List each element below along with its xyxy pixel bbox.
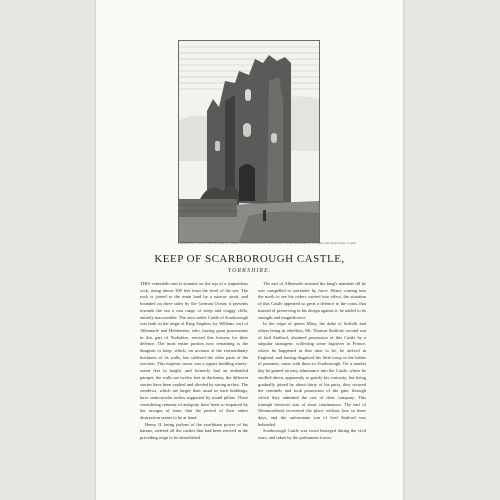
paragraph: Scarborough Castle was twice besieged during the civil wars, and taken by the parliament forces.	[258, 428, 366, 441]
paragraph: THIS venerable ruin is situated on the top of a stupendous rock, rising above 300 feet from the level of the sea. The rock is joined to the main land by a narrow strait, and bounded on three sides by the German Ocean; it presents towards the sea a vast range of steep and craggy cliffs, entirely inaccessible. The once noble Castle of Scarborough was built in the reign of King Stephen, by William, earl of Albemarle and Holderness, who, having great possessions in this part of Yorkshire, erected this fortress for their defence. The most entire portion now remaining is the dungeon or keep, which, on account of the extraordinary thickness of its walls, has suffered the other parts of the erection. This majestic tower was a square building ninety-seven feet in height, and formerly had an embattled parapet; the walls are twelve feet in thickness; the different stories have been vaulted and divided by strong arches. The windows, which are larger than usual in such buildings, have semicircular arches supported by round pillars. There considering remains of antiquity have been so impaired by the ravages of time, that the period of their entire destruction seems to be at hand.	[140, 281, 248, 421]
article-title: KEEP OF SCARBOROUGH CASTLE,	[154, 253, 345, 265]
article-subtitle: YORKSHIRE.	[227, 268, 272, 274]
paragraph: In the reign of queen Mary, the duke of Suffolk and others being in rebellion, Mr. Thomas Stafford, second son of lord Stafford, obtained possession of this Castle by a singular stratagem: collecting some fugitives in France, where he happened at that time to be, he arrived in England, and having disguised his little troop in the habits of peasants, came with them to Scarborough. On a market day he gained an easy admittance into the Castle, where he strolled about, apparently to gratify his curiosity; but being gradually joined by about thirty of his party, they secured the centinels and took possession of the gate, through which they admitted the rest of their company. This triumph however was of short continuance. The earl of Westmoreland recovered the place without loss in three days, and the unfortunate son of lord Stafford was beheaded.	[258, 321, 366, 427]
left-text-column	[140, 281, 248, 442]
book-page	[96, 0, 403, 500]
castle-keep-engraving	[179, 41, 319, 242]
paragraph: The earl of Albemarle resisted the king's mandate till he was compelled to surrender by force. Henry coming into the north to see his orders carried into effect, the situation of this Castle appeared so great a defence to the coast, that instead of preserving in his design against it, he added to its strength and magnificence.	[258, 281, 366, 320]
plate-caption: Engraved by J. Storer, from a drawing by J. Greig, for the Antiquarian & Topographical Cabinet. Published by W. Clarke, New Bond Street, London	[178, 241, 357, 245]
right-text-column	[258, 281, 366, 442]
paragraph: Henry II. being jealous of the exorbitant power of his barons, ordered all the castles that had been erected in the preceding reign to be demolished.	[140, 421, 248, 441]
